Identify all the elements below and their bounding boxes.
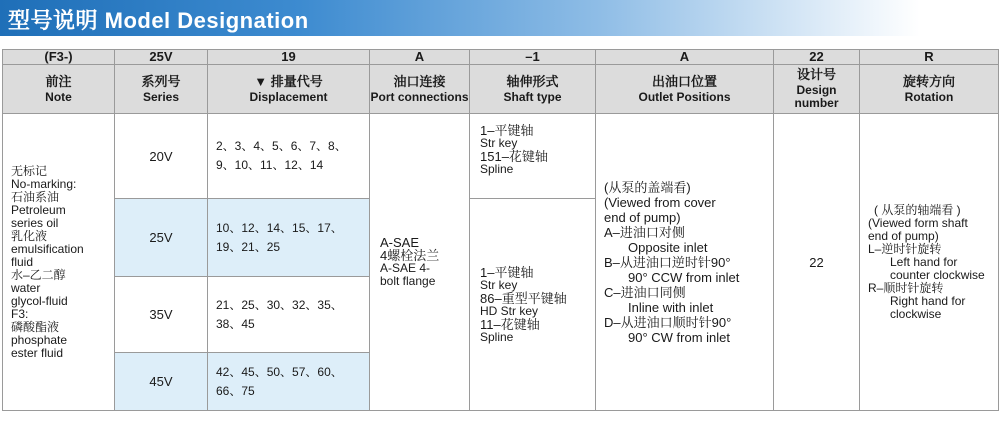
header-cell: 设计号 Design number [774,65,860,114]
note-cell: 无标记 No-marking: 石油系油 Petroleum series oil 乳化液 emulsification fluid 水–乙二醇 water glycol-fluid F3: 磷酸酯液 phosphate ester fluid [3,114,115,411]
code-cell: 19 [208,50,370,65]
header-row [3,65,999,114]
header-cell: 前注 Note [3,65,115,114]
header-cell: 旋转方向 Rotation [860,65,999,114]
code-cell: 22 [774,50,860,65]
code-cell: A [596,50,774,65]
series-cell: 35V [115,277,208,353]
header-cell: 轴伸形式 Shaft type [470,65,596,114]
shaft-cell: 1–平键轴 Str key 151–花键轴 Spline [470,114,596,199]
page-title: 型号说明 Model Designation [8,8,309,33]
displacement-cell: 21、25、30、32、35、 38、45 [208,277,370,353]
code-cell: R [860,50,999,65]
series-cell: 45V [115,353,208,411]
series-cell: 20V [115,114,208,199]
code-cell: 25V [115,50,208,65]
header-cell: ▼ 排量代号 Displacement [208,65,370,114]
title-banner [0,0,1000,36]
shaft-cell: 1–平键轴 Str key 86–重型平键轴 HD Str key 11–花键轴 Spline [470,199,596,411]
outlet-cell: (从泵的盖端看) (Viewed from cover end of pump) A–进油口对侧 Opposite inlet B–从进油口逆时针90° 90° CCW from inlet C–进油口同侧 Inline with inlet D–从进油口顺时针90° 90° CW from inlet [596,114,774,411]
code-cell: A [370,50,470,65]
displacement-cell: 42、45、50、57、60、 66、75 [208,353,370,411]
code-row [3,50,999,65]
port-cell: A-SAE 4螺栓法兰 A-SAE 4- bolt flange [370,114,470,411]
rotation-cell: ( 从泵的轴端看 ) (Viewed form shaft end of pump) L–逆时针旋转 Left hand for counter clockwise R–顺时针旋转 Right hand for clockwise [860,114,999,411]
code-cell: (F3-) [3,50,115,65]
series-cell: 25V [115,199,208,277]
code-cell: –1 [470,50,596,65]
table-row [3,114,999,199]
displacement-cell: 2、3、4、5、6、7、8、 9、10、11、12、14 [208,114,370,199]
header-cell: 油口连接 Port connections [370,65,470,114]
model-designation-table [2,49,999,411]
displacement-cell: 10、12、14、15、17、 19、21、25 [208,199,370,277]
design-cell: 22 [774,114,860,411]
header-cell: 出油口位置 Outlet Positions [596,65,774,114]
header-cell: 系列号 Series [115,65,208,114]
